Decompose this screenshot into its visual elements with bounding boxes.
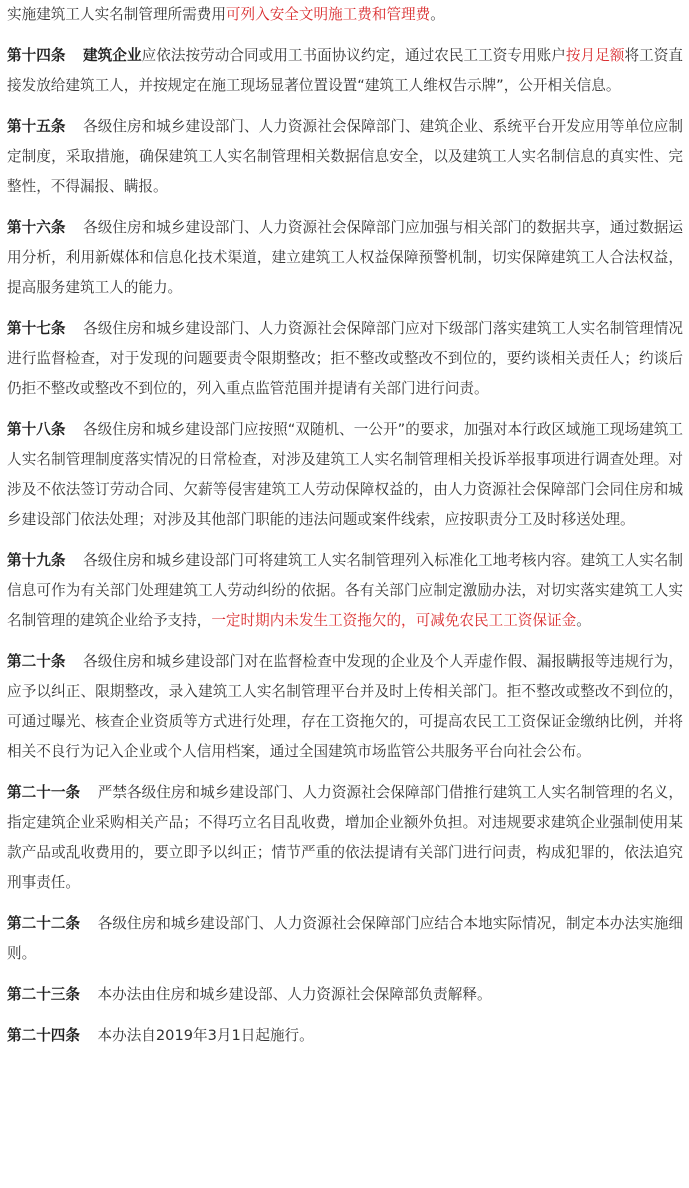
paragraph-article-24 [7,1021,683,1051]
text-segment: 本办法由住房和城乡建设部、人力资源社会保障部负责解释。 [97,986,492,1003]
text-segment: 各级住房和城乡建设部门应按照“双随机、一公开”的要求，加强对本行政区域施工现场建筑工人实名制管理制度落实情况的日常检查，对涉及建筑工人实名制管理相关投诉举报事项进行调查处理。对涉及不依法签订劳动合同、欠薪等侵害建筑工人劳动保障权益的，由人力资源社会保障部门会同住房和城乡建设部门依法处理；对涉及其他部门职能的违法问题或案件线索，应按职责分工及时移送处理。 [7,421,683,528]
text-segment: 各级住房和城乡建设部门、人力资源社会保障部门、建筑企业、系统平台开发应用等单位应制定制度，采取措施，确保建筑工人实名制管理相关数据信息安全，以及建筑工人实名制信息的真实性、完整性，不得漏报、瞒报。 [7,118,683,195]
paragraph-article-17 [7,314,683,404]
text-segment: 各级住房和城乡建设部门、人力资源社会保障部门应对下级部门落实建筑工人实名制管理情况进行监督检查，对于发现的问题要责令限期整改；拒不整改或整改不到位的，要约谈相关责任人；约谈后仍拒不整改或整改不到位的，列入重点监管范围并提请有关部门进行问责。 [7,320,683,397]
text-segment: 实施建筑工人实名制管理所需费用 [7,6,226,23]
article-number: 第十九条 [7,552,66,569]
article-number: 第十八条 [7,421,66,438]
text-segment: 各级住房和城乡建设部门、人力资源社会保障部门应结合本地实际情况，制定本办法实施细则。 [7,915,683,962]
paragraph-article-15 [7,112,683,202]
article-number: 第十六条 [7,219,66,236]
article-number: 第十七条 [7,320,66,337]
paragraph-article-22 [7,909,683,969]
text-segment: 本办法自2019年3月1日起施行。 [97,1027,314,1044]
article-number: 第二十四条 [7,1027,80,1044]
article-number: 第二十二条 [7,915,81,932]
text-segment: 。 [430,6,445,23]
text-segment: 。 [576,612,591,629]
article-number: 第十四条 [7,47,66,64]
paragraph-article-23 [7,980,683,1010]
highlight-red: 一定时期内未发生工资拖欠的，可减免农民工工资保证金 [211,612,577,629]
paragraph-article-21 [7,778,683,898]
highlight-red: 按月足额 [565,47,625,64]
article-number: 第二十三条 [7,986,80,1003]
text-segment: 各级住房和城乡建设部门可将建筑工人实名制管理列入标准化工地考核内容。建筑工人实名制信息可作为有关部门处理建筑工人劳动纠纷的依据。各有关部门应制定激励办法，对切实落实建筑工人实名制管理的建筑企业给予支持， [7,552,683,629]
paragraph-article-16 [7,213,683,303]
text-segment: 严禁各级住房和城乡建设部门、人力资源社会保障部门借推行建筑工人实名制管理的名义，指定建筑企业采购相关产品；不得巧立名目乱收费，增加企业额外负担。对违规要求建筑企业强制使用某款产品或乱收费用的，要立即予以纠正；情节严重的依法提请有关部门进行问责，构成犯罪的，依法追究刑事责任。 [7,784,683,891]
text-segment: 应依法按劳动合同或用工书面协议约定，通过农民工工资专用账户 [141,47,566,64]
paragraph-article-18 [7,415,683,535]
article-number: 第二十条 [7,653,66,670]
text-segment: 将工资直接发放给建筑工人，并按规定在施工现场显著位置设置“建筑工人维权告示牌”，公开相关信息。 [7,47,683,94]
paragraph-article-19 [7,546,683,636]
paragraph-article-20 [7,647,683,767]
paragraph-article-14 [7,41,683,101]
article-number: 第十五条 [7,118,66,135]
text-segment: 各级住房和城乡建设部门对在监督检查中发现的企业及个人弄虚作假、漏报瞒报等违规行为，应予以纠正、限期整改，录入建筑工人实名制管理平台并及时上传相关部门。拒不整改或整改不到位的，可通过曝光、核查企业资质等方式进行处理，存在工资拖欠的，可提高农民工工资保证金缴纳比例，并将相关不良行为记入企业或个人信用档案，通过全国建筑市场监管公共服务平台向社会公布。 [7,653,683,760]
article-number: 第二十一条 [7,784,81,801]
highlight-red: 可列入安全文明施工费和管理费 [225,6,431,23]
bold-term: 建筑企业 [83,47,142,64]
text-segment: 各级住房和城乡建设部门、人力资源社会保障部门应加强与相关部门的数据共享，通过数据运用分析，利用新媒体和信息化技术渠道，建立建筑工人权益保障预警机制，切实保障建筑工人合法权益，提高服务建筑工人的能力。 [7,219,683,296]
paragraph-article-13-tail [7,0,683,30]
